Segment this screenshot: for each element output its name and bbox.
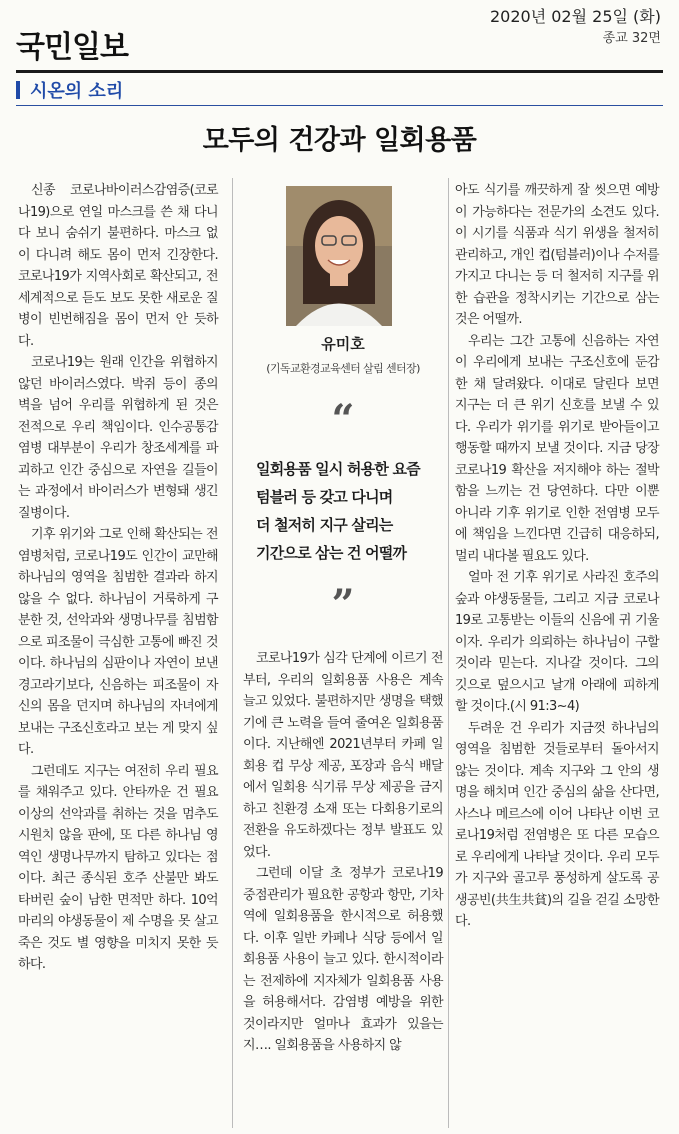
- pull-quote: [256, 455, 436, 567]
- paragraph: 우리는 그간 고통에 신음하는 자연이 우리에게 보내는 구조신호에 둔감한 채 달려왔다. 이대로 달린다 보면 지구는 더 큰 위기 신호를 보낼 수 있다. 우리가 위기를 위기로 받아들이고 행동할 때까지 보낼 것이다. 지금 당장 코로나19 확산을 저지해야 하는 절박함을 느끼는 건 당연하다. 다만 이뿐 아니라 기후 위기로 인한 전염병 모두에 책임을 느낀다면 긴급히 대응하되, 멀리 내다볼 필요도 있다.: [455, 333, 659, 564]
- paragraph: 두려운 건 우리가 지금껏 하나님의 영역을 침범한 것들로부터 돌아서지 않는 것이다. 계속 지구와 그 안의 생명을 해치며 인간 중심의 삶을 산다면, 사스나 메르스에 이어 나타난 이번 코로나19처럼 전염병은 또 다른 모습으로 우리에게 나타날 것이다. 우리 모두가 지구와 골고루 풍성하게 살도록 공생공빈(共生共貧)의 길을 걷길 소망한다.: [455, 720, 659, 929]
- quote-close-icon: ”: [331, 581, 355, 628]
- paragraph: 그런데도 지구는 여전히 우리 필요를 채워주고 있다. 안타까운 건 필요 이상의 선악과를 취하는 것을 멈추도 시원치 않을 판에, 또 다른 하나님 영역인 생명나무까지 탐하고 있다는 점이다. 최근 종식된 호주 산불만 봐도 타버린 숲이 남한 면적만 하다. 10억 마리의 야생동물이 제 수명을 못 살고 죽은 것도 별 영향을 미치지 못한 듯하다.: [18, 763, 218, 972]
- paragraph: 얼마 전 기후 위기로 사라진 호주의 숲과 야생동물들, 그리고 지금 코로나19로 고통받는 이들의 신음에 귀 기울이자. 우리가 의뢰하는 하나님이 구할 것이라 믿는다. 지나갈 것이다. 그의 깃으로 덮으시고 날개 아래에 피하게 할 것이다.(시 91:3~4): [455, 570, 659, 714]
- paragraph: 아도 식기를 깨끗하게 잘 씻으면 예방이 가능하다는 전문가의 소견도 있다. 이 시기를 식품과 식기 위생을 철저히 관리하고, 개인 컵(텀블러)이나 수저를 가지고 다니는 등 더 철저히 지구를 위한 습관을 정착시키는 기간으로 삼는 것은 어떨까.: [455, 183, 659, 327]
- pull-quote-line: 기간으로 삼는 건 어떨까: [256, 544, 407, 562]
- pull-quote-line: 텀블러 등 갖고 다니며: [256, 488, 393, 506]
- column-divider-right: [448, 178, 449, 1128]
- pull-quote-line: 더 철저히 지구 살리는: [256, 516, 393, 534]
- column-section-bar: [16, 75, 663, 106]
- newspaper-logo: 국민일보: [16, 30, 128, 65]
- quote-open-icon: “: [331, 396, 355, 443]
- paragraph: 신종 코로나바이러스감염증(코로나19)으로 연일 마스크를 쓴 채 다니다 보니 숨쉬기 불편하다. 마스크 없이 다니려 해도 몸이 먼저 긴장한다. 코로나19가 지역사회로 확산되고, 전 세계적으로 듣도 보도 못한 새로운 질병이 빈번해짐을 몸이 먼저 안 듯하다.: [18, 183, 218, 349]
- paragraph: 코로나19는 원래 인간을 위협하지 않던 바이러스였다. 박쥐 등이 종의 벽을 넘어 우리를 위협하게 된 것은 전적으로 우리 책임이다. 인수공통감염병 대부분이 우리가 창조세계를 파괴하고 인간 중심으로 자연을 길들이는 과정에서 바이러스가 변형돼 생긴 질병이다.: [18, 355, 218, 521]
- column-divider-left: [232, 178, 233, 1128]
- author-affiliation: (기독교환경교육센터 살림 센터장): [266, 362, 420, 375]
- article-column-3: [455, 180, 659, 933]
- section-title: 시온의 소리: [30, 81, 124, 102]
- page-section-number: 종교 32면: [602, 31, 661, 46]
- issue-date: 2020년 02월 25일 (화): [489, 7, 661, 26]
- header-rule: [16, 70, 663, 73]
- article-column-2: [243, 648, 443, 1057]
- paragraph: 코로나19가 심각 단계에 이르기 전부터, 우리의 일회용품 사용은 계속 늘고 있었다. 불편하지만 생명을 택했기에 큰 노력을 들여 줄여온 일회용품이다. 지난해엔 2021년부터 카페 일회용 컵 무상 제공, 포장과 음식 배달에서 일회용 식기류 무상 제공을 금지하고 친환경 소재 또는 다회용기로의 전환을 유도하겠다는 정부 발표도 있었다.: [243, 651, 443, 860]
- article-column-1: [18, 180, 218, 976]
- pull-quote-line: 일회용품 일시 허용한 요즘: [256, 460, 420, 478]
- article-headline: 모두의 건강과 일회용품: [202, 125, 477, 156]
- paragraph: 그런데 이달 초 정부가 코로나19 중점관리가 필요한 공항과 항만, 기차역에 일회용품을 한시적으로 허용했다. 이후 일반 카페나 식당 등에서 일회용품 사용이 늘고 있다. 한시적이라는 전제하에 지자체가 일회용품 사용을 허용해서다. 감염병 예방을 위한 것이라지만 얼마나 효과가 있을는지…. 일회용품을 사용하지 않: [243, 866, 443, 1053]
- paragraph: 기후 위기와 그로 인해 확산되는 전염병처럼, 코로나19도 인간이 교만해 하나님의 영역을 침범한 결과라 하지 않을 수 없다. 하나님이 거룩하게 구분한 것, 선악과와 생명나무를 침범함으로 피조물이 극심한 고통에 빠진 것이다. 하나님의 심판이나 자연이 보낸 경고라기보다, 신음하는 피조물이 자신의 몸을 던지며 하나님의 자녀에게 보내는 구조신호라고 보는 게 맞지 싶다.: [18, 527, 218, 757]
- author-photo: [286, 186, 392, 326]
- author-name: 유미호: [321, 335, 365, 353]
